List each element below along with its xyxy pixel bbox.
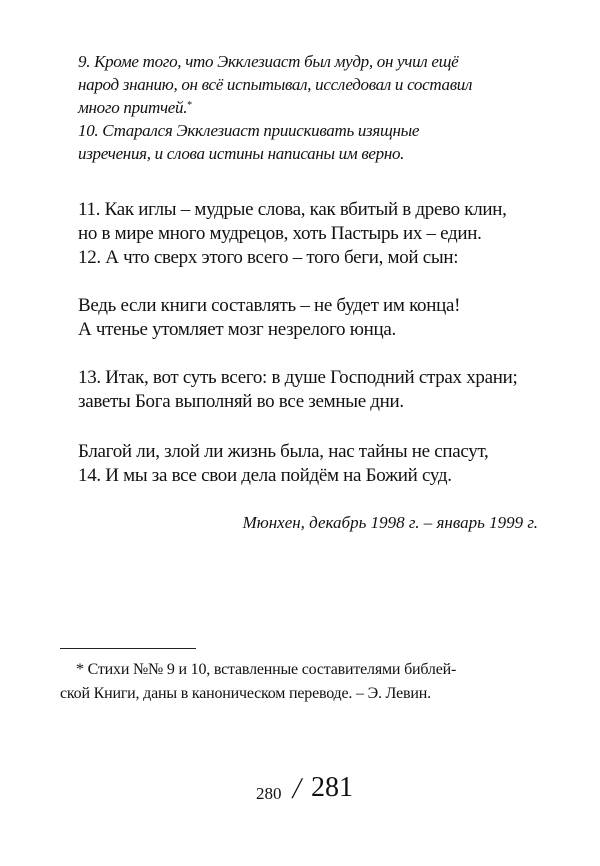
verse-line: 14. И мы за все свои дела пойдём на Божий суд. <box>78 465 452 486</box>
stanza-2 <box>78 294 558 342</box>
footnote-line: ской Книги, даны в каноническом переводе. – Э. Левин. <box>60 685 431 702</box>
stanza-4 <box>78 440 558 488</box>
stanza-3 <box>78 366 558 414</box>
page-number-right: 281 <box>311 772 353 803</box>
text-line: 9. Кроме того, что Экклезиаст был мудр, он учил ещё <box>78 52 459 71</box>
footnote-marker: * <box>187 100 192 111</box>
verse-line: заветы Бога выполняй во все земные дни. <box>78 391 404 412</box>
dateline: Мюнхен, декабрь 1998 г. – январь 1999 г. <box>242 513 538 532</box>
page-numbers <box>256 768 366 812</box>
text-line: изречения, и слова истины написаны им верно. <box>78 144 405 163</box>
stanza-1 <box>78 198 558 270</box>
verse-line: Ведь если книги составлять – не будет им конца! <box>78 295 461 316</box>
verse-line: Благой ли, злой ли жизнь была, нас тайны не спасут, <box>78 441 489 462</box>
verse-line: 13. Итак, вот суть всего: в душе Господний страх храни; <box>78 367 518 388</box>
text-line: 10. Старался Экклезиаст приискивать изящные <box>78 121 420 140</box>
verse-line: А чтенье утомляет мозг незрелого юнца. <box>78 319 396 340</box>
verse-line: 12. А что сверх этого всего – того беги, мой сын: <box>78 247 459 268</box>
page-number-separator: / <box>290 772 305 805</box>
footnote-line: * Стихи №№ 9 и 10, вставленные составителями библей- <box>76 661 457 678</box>
footnote-divider <box>60 648 196 649</box>
verse-line: 11. Как иглы – мудрые слова, как вбитый в древо клин, <box>78 199 507 220</box>
verse-line: но в мире много мудрецов, хоть Пастырь их – един. <box>78 223 482 244</box>
prose-verses-9-10 <box>78 50 558 165</box>
page-number-left: 280 <box>256 784 282 803</box>
text-line-body: много притчей. <box>78 98 188 117</box>
text-line <box>78 96 558 119</box>
text-line: народ знанию, он всё испытывал, исследовал и составил <box>78 75 473 94</box>
footnote <box>60 658 550 706</box>
